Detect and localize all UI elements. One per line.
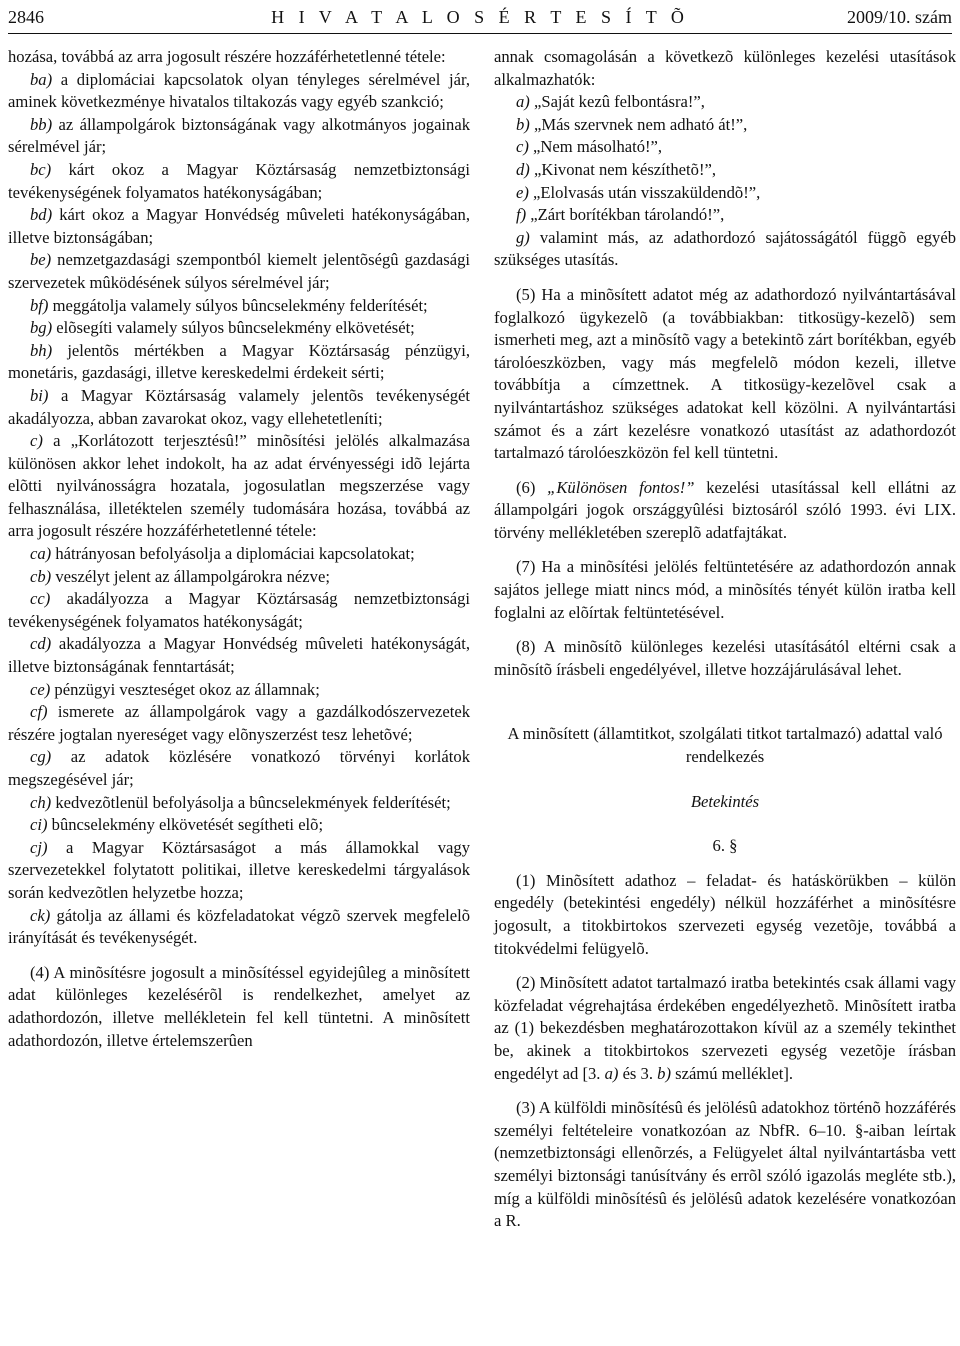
- list-item: bf) meggátolja valamely súlyos bûncselekmény felderítését;: [30, 295, 428, 315]
- list-item: ca) hátrányosan befolyásolja a diplomáciai kapcsolatokat;: [30, 544, 415, 564]
- paragraph: (4) A minõsítésre jogosult a minõsítéssel egyidejûleg a minõsített adat különleges kezelésérõl is rendelkezhet, amelyet az adathordozón, illetve mellékletein fel kell tüntetni. A minõsített adathordozón, illetve értelemszerûen: [8, 962, 470, 1050]
- list-item: bb) az állampolgárok biztonságának vagy alkotmányos jogainak sérelmével jár;: [8, 114, 470, 157]
- list-item: b) „Más szervnek nem adható át!”,: [516, 114, 748, 134]
- list-item: cg) az adatok közlésére vonatkozó törvényi korlátok megszegésével jár;: [8, 747, 470, 789]
- section-heading: A minõsített (államtitkot, szolgálati titkot tartalmazó) adattal való rendelkezés: [507, 724, 943, 767]
- list-item: cd) akadályozza a Magyar Honvédség mûveleti hatékonyságát, illetve biztonságának fenntartását;: [8, 634, 470, 677]
- list-item: ci) bûncselekmény elkövetését segítheti elõ;: [30, 815, 324, 835]
- list-item: g) valamint más, az adathordozó sajátosságától függõ egyéb szükséges utasítás.: [494, 227, 956, 270]
- list-item: a) „Saját kezû felbontásra!”,: [516, 92, 705, 112]
- list-item: ck) gátolja az állami és közfeladatokat végzõ szervek megfelelõ irányítását és tevékenységét.: [8, 905, 470, 948]
- issue-number: 2009/10. szám: [847, 7, 952, 27]
- paragraph: (8) A minõsítõ különleges kezelési utasításától eltérni csak a minõsítõ írásbeli engedélyével, illetve hozzájárulásával lehet.: [494, 637, 956, 679]
- list-item: ch) kedvezõtlenül befolyásolja a bûncselekmények felderítését;: [30, 792, 451, 812]
- list-item: bi) a Magyar Köztársaság valamely jelentõs tevékenységét akadályozza, abban zavarokat okoz, vagy ellehetetleníti;: [8, 385, 470, 428]
- list-item: ba) a diplomáciai kapcsolatok olyan tényleges sérelmével jár, aminek következménye hivatalos tiltakozás vagy egyéb szankció;: [8, 69, 470, 112]
- paragraph: (3) A külföldi minõsítésû és jelölésû adatokhoz történõ hozzáférés személyi feltételeire vonatkozóan az NbfR. 6–10. §-aiban leírtak (nemzetbiztonsági ellenõrzés, a Felügyelet által nyilvántartásba vett személyi biztonsági tanúsítvány és errõl szóló igazolás megléte stb.), míg a külföldi minõsítésû és jelölésû adatok kezelésére vonatkozóan a R.: [494, 1098, 956, 1231]
- right-column: [494, 46, 956, 1233]
- paragraph: (5) Ha a minõsített adatot még az adathordozó nyilvántartásával foglalkozó ügykezelõ (a továbbiakban: titkosügy-kezelõ) sem ismerheti meg, azt a minõsítõ vagy a betekintõ zárt borítékban, egyéb tárolóeszközben, vagy más megfelelõ módon kezeli, illetve továbbítja a címzettnek. A titkosügy-kezelõvel csak a nyilvántartáshoz szükséges adatokat kell közölni. A nyilvántartási számot és a zárt kezelésre vonatkozó utasítást az adathordozót tartalmazó tárolóeszközön fel kell tüntetni.: [494, 284, 956, 463]
- list-item: d) „Kivonat nem készíthetõ!”,: [516, 159, 716, 179]
- list-item: bc) kárt okoz a Magyar Köztársaság nemzetbiztonsági tevékenységének folyamatos hatékonyságában;: [8, 159, 470, 202]
- paragraph: hozása, továbbá az arra jogosult részére hozzáférhetetlenné tétele:: [8, 47, 446, 66]
- list-item: e) „Elolvasás után visszaküldendõ!”,: [516, 182, 761, 202]
- list-item: cf) ismerete az állampolgárok vagy a gazdálkodószervezetek részére jogtalan nyereséget vagy elõnyszerzést tesz lehetõvé;: [8, 702, 470, 744]
- paragraph: (1) Minõsített adathoz – feladat- és hatáskörükben – külön engedély (betekintési engedély) nélkül hozzáférhet a minõsítésre jogosult, a titokbirtokos szervezeti egység vezetõje, továbbá a titokvédelmi felügyelõ.: [494, 870, 956, 958]
- paragraph: (6) „Különösen fontos!” kezelési utasítással kell ellátni az állampolgári jogok országgyûlési biztosáról szóló 1993. évi LIX. törvény mellékletében szereplõ adatfajtákat.: [494, 477, 957, 542]
- list-item: c) „Nem másolható!”,: [516, 137, 663, 157]
- list-item: ce) pénzügyi veszteséget okoz az államnak;: [30, 679, 320, 699]
- publication-title: H I V A T A L O S É R T E S Í T Õ: [271, 7, 689, 27]
- list-item: c) a „Korlátozott terjesztésû!” minõsítési jelölés alkalmazása különösen akkor lehet indokolt, ha az adat érvényességi idõ lejárta elõtti nyilvánosságra hozatala, jogosulatlan megszerzése vagy felhasználása, illetéktelen személy tudomására hozása, továbbá az arra jogosult részére hozzáférhetetlenné tétele:: [8, 431, 470, 541]
- paragraph: (7) Ha a minõsítési jelölés feltüntetésére az adathordozón annak sajátos jellege miatt nincs mód, a minõsítés tényét külön iratba kell foglalni az elõírtak feltüntetésével.: [494, 557, 956, 622]
- list-item: cb) veszélyt jelent az állampolgárokra nézve;: [30, 566, 330, 586]
- list-item: cc) akadályozza a Magyar Köztársaság nemzetbiztonsági tevékenységének folyamatos hatékonyságát;: [8, 589, 470, 631]
- page-number: 2846: [8, 7, 44, 27]
- section-subheading: Betekintés: [690, 791, 760, 811]
- left-column: [8, 46, 470, 1052]
- paragraph: (2) Minõsített adatot tartalmazó iratba betekintés csak állami vagy közfeladat végrehajtása érdekében engedélyezhetõ. Minõsített iratba az (1) bekezdésben meghatározottakon kívül az a személy tekinthet be, akinek a titokbirtokos szervezeti egység vezetõje írásban engedélyt ad [3. a) és 3. b) számú melléklet].: [494, 973, 956, 1083]
- header-rule: [8, 33, 952, 34]
- list-item: be) nemzetgazdasági szempontból kiemelt jelentõségû gazdasági szervezetek mûködésének súlyos sérelmével jár;: [8, 250, 470, 292]
- section-number: 6. §: [712, 836, 738, 856]
- page-header: [8, 4, 952, 30]
- list-item: bh) jelentõs mértékben a Magyar Köztársaság pénzügyi, monetáris, gazdasági, illetve kereskedelmi érdekeit sérti;: [8, 340, 470, 383]
- list-item: cj) a Magyar Köztársaságot a más államokkal vagy szervezetekkel folytatott politikai, illetve kereskedelmi tárgyalások során kedvezõtlen helyzetbe hozza;: [8, 837, 470, 902]
- list-item: bg) elõsegíti valamely súlyos bûncselekmény elkövetését;: [30, 318, 415, 338]
- list-item: f) „Zárt borítékban tárolandó!”,: [516, 205, 725, 225]
- list-item: bd) kárt okoz a Magyar Honvédség mûveleti hatékonyságában, illetve biztonságában;: [8, 205, 470, 247]
- paragraph: annak csomagolásán a következõ különleges kezelési utasítások alkalmazhatók:: [494, 47, 956, 89]
